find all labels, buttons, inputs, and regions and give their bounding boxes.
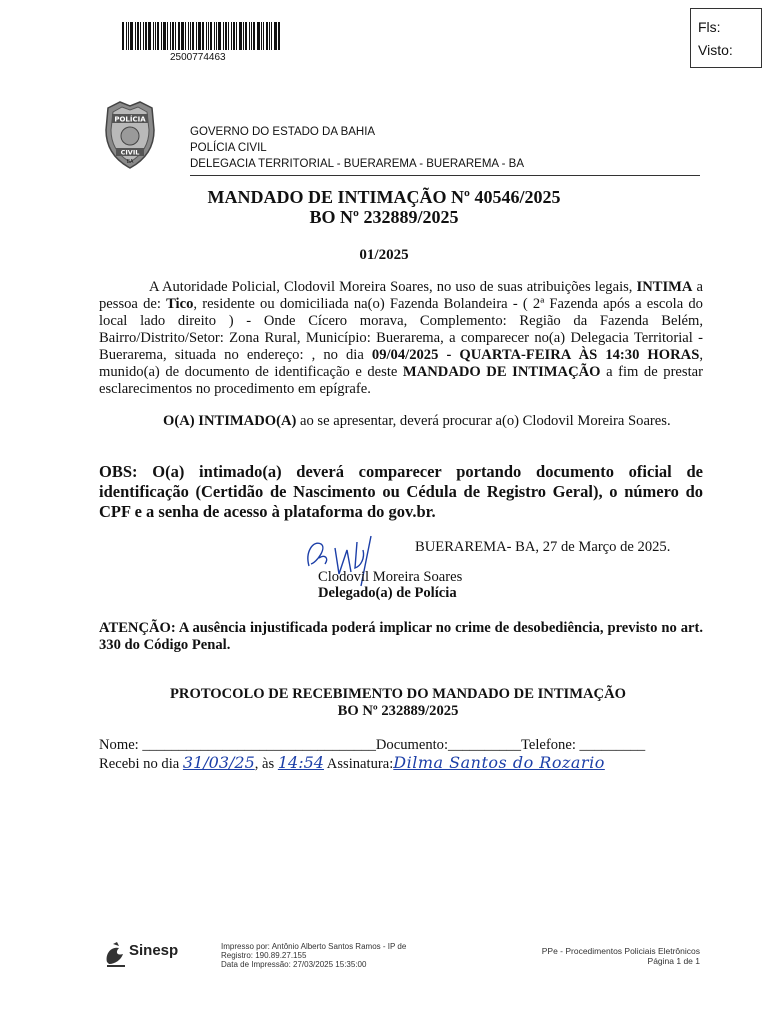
- obs-notice: OBS: O(a) intimado(a) deverá comparecer portando documento oficial de identificação (Certidão de Nascimento ou Cédula de Registro Geral), o número do CPF e a senha de acesso à plataforma do gov.br.: [99, 462, 703, 521]
- badge-text-bottom: CIVIL: [120, 148, 140, 157]
- barcode-number: 2500774463: [170, 52, 226, 63]
- page-indicator: Página 1 de 1: [647, 956, 700, 966]
- barcode-bar: [245, 22, 247, 50]
- barcode-bar: [216, 22, 217, 50]
- header-government: GOVERNO DO ESTADO DA BAHIA: [190, 126, 376, 138]
- header-block: [190, 124, 524, 172]
- barcode-bar: [137, 22, 139, 50]
- barcode-bar: [239, 22, 242, 50]
- receipt-signature-handwritten[interactable]: Dilma Santos do Rozario: [393, 753, 605, 772]
- barcode-bar: [271, 22, 272, 50]
- header-policia: POLÍCIA CIVIL: [190, 142, 267, 154]
- protocol-bo: BO Nº 232889/2025: [337, 703, 459, 719]
- badge-state: BA: [126, 159, 134, 165]
- receipt-time-handwritten[interactable]: 14:54: [277, 753, 324, 772]
- barcode-bar: [231, 22, 232, 50]
- barcode-bar: [163, 22, 166, 50]
- barcode-bar: [167, 22, 168, 50]
- receipt-line-date: Recebi no dia 31/03/25, às 14:54 Assinatura:Dilma Santos do Rozario: [99, 753, 605, 772]
- barcode-bar: [208, 22, 209, 50]
- barcode-bar: [257, 22, 260, 50]
- barcode-bar: [126, 22, 127, 50]
- barcode-bar: [214, 22, 215, 50]
- barcode-bar: [122, 22, 124, 50]
- telefone-field[interactable]: _________: [575, 737, 646, 753]
- barcode-bar: [190, 22, 191, 50]
- intima-keyword: INTIMA: [636, 279, 693, 295]
- barcode-bar: [178, 22, 180, 50]
- police-badge-logo: [102, 100, 158, 170]
- barcode-bar: [263, 22, 264, 50]
- barcode-bar: [269, 22, 270, 50]
- warning-notice: ATENÇÃO: A ausência injustificada poderá implicar no crime de desobediência, previsto no art. 330 do Código Penal.: [99, 620, 703, 653]
- barcode-bar: [181, 22, 184, 50]
- nome-field[interactable]: ________________________________: [142, 737, 376, 753]
- barcode-bar: [274, 22, 277, 50]
- documento-field[interactable]: __________: [448, 737, 521, 753]
- barcode-bar: [198, 22, 201, 50]
- barcode-bar: [188, 22, 189, 50]
- visto-label: Visto:: [698, 42, 733, 58]
- signer-role: Delegado(a) de Polícia: [318, 585, 457, 601]
- barcode: [122, 22, 292, 50]
- barcode-bar: [228, 22, 229, 50]
- city-date: BUERAREMA- BA, 27 de Março de 2025.: [415, 539, 671, 555]
- barcode-bar: [243, 22, 244, 50]
- system-info: PPe - Procedimentos Policiais Eletrônicos Página 1 de 1: [480, 946, 700, 966]
- mandado-sequence: 01/2025: [359, 247, 409, 263]
- document-title: MANDADO DE INTIMAÇÃO Nº 40546/2025: [207, 187, 561, 207]
- barcode-bar: [157, 22, 159, 50]
- fls-visto-box: [690, 8, 762, 68]
- intimated-instruction: O(A) INTIMADO(A) ao se apresentar, deverá procurar a(o) Clodovil Moreira Soares.: [163, 413, 671, 429]
- barcode-bar: [192, 22, 194, 50]
- barcode-bar: [140, 22, 141, 50]
- appointment-date: 09/04/2025 - QUARTA-FEIRA ÀS 14:30 HORAS: [371, 347, 700, 363]
- badge-text-top: POLÍCIA: [114, 115, 146, 124]
- barcode-bar: [223, 22, 224, 50]
- barcode-bar: [175, 22, 176, 50]
- barcode-bar: [225, 22, 227, 50]
- sinesp-logo: [103, 940, 203, 975]
- barcode-bar: [143, 22, 144, 50]
- barcode-bar: [170, 22, 171, 50]
- barcode-bar: [145, 22, 147, 50]
- barcode-bar: [155, 22, 156, 50]
- barcode-bar: [161, 22, 162, 50]
- header-divider: [190, 175, 700, 176]
- barcode-bar: [135, 22, 136, 50]
- barcode-bar: [251, 22, 252, 50]
- bo-number: BO Nº 232889/2025: [309, 207, 459, 227]
- intimated-person-name: Tico: [166, 296, 194, 312]
- signer-name: Clodovil Moreira Soares: [318, 569, 463, 585]
- barcode-bar: [153, 22, 154, 50]
- barcode-bar: [185, 22, 186, 50]
- barcode-bar: [210, 22, 212, 50]
- protocol-title: PROTOCOLO DE RECEBIMENTO DO MANDADO DE INTIMAÇÃO: [170, 686, 626, 702]
- barcode-bar: [253, 22, 255, 50]
- barcode-bar: [236, 22, 237, 50]
- barcode-bar: [218, 22, 221, 50]
- barcode-bar: [266, 22, 268, 50]
- barcode-bar: [233, 22, 235, 50]
- barcode-bar: [172, 22, 174, 50]
- fls-label: Fls:: [698, 19, 721, 35]
- barcode-bar: [148, 22, 151, 50]
- receipt-date-handwritten[interactable]: 31/03/25: [182, 753, 255, 772]
- barcode-bar: [202, 22, 204, 50]
- print-info: Impresso por: Antônio Alberto Santos Ramos - IP de Registro: 190.89.27.155 Data de Impressão: 27/03/2025 15:35:00: [221, 942, 407, 969]
- barcode-bar: [249, 22, 250, 50]
- intimation-paragraph: A Autoridade Policial, Clodovil Moreira Soares, no uso de suas atribuições legais, INTIMA a pessoa de: Tico, residente ou domiciliada na(o) Fazenda Bolandeira - ( 2ª Fazenda após a escola do local lado direito ) - Onde Cícero morava, Complemento: Região da Fazenda Belém, Bairro/Distrito/Setor: Zona Rural, Município: Buerarema, a comparecer no(a) Delegacia Territorial - Buerarema, situada no endereço: , no dia 09/04/2025 - QUARTA-FEIRA ÀS 14:30 HORAS, munido(a) de documento de identificação e deste MANDADO DE INTIMAÇÃO a fim de prestar esclarecimentos no procedimento em epígrafe.: [99, 279, 703, 397]
- barcode-bar: [261, 22, 262, 50]
- barcode-bar: [128, 22, 129, 50]
- barcode-bar: [278, 22, 280, 50]
- barcode-bar: [130, 22, 133, 50]
- mandado-keyword: MANDADO DE INTIMAÇÃO: [402, 364, 601, 380]
- sinesp-logo-text: Sinesp: [129, 942, 179, 959]
- barcode-bar: [196, 22, 197, 50]
- receipt-line-name: Nome: ________________________________Documento:__________Telefone: _________: [99, 737, 646, 753]
- header-delegacia: DELEGACIA TERRITORIAL - BUERAREMA - BUERAREMA - BA: [190, 158, 525, 170]
- barcode-bar: [206, 22, 207, 50]
